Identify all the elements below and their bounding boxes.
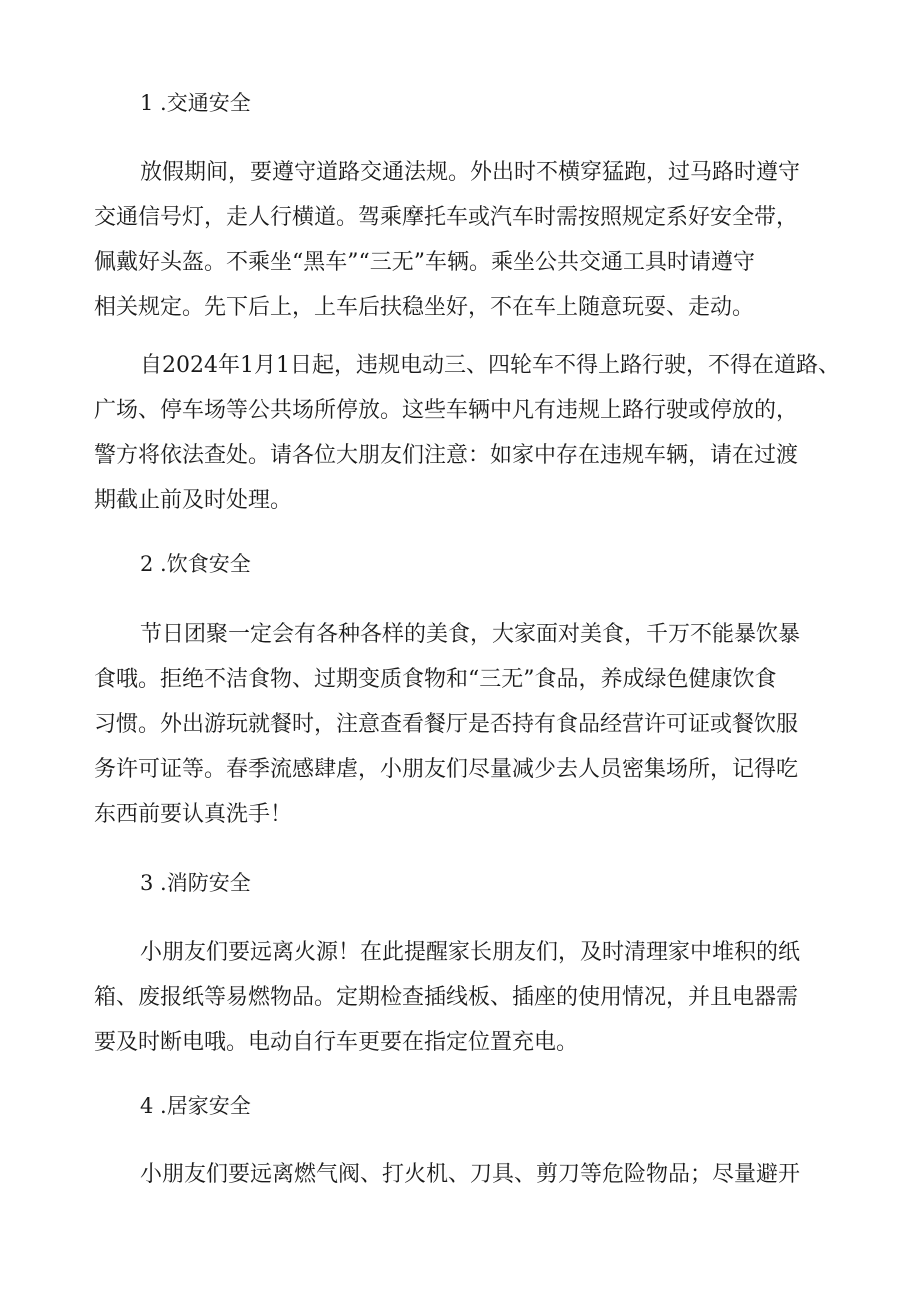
text-line: 放假期间，要遵守道路交通法规。外出时不横穿猛跑，过马路时遵守 xyxy=(140,160,801,185)
text-line: 务许可证等。春季流感肆虐，小朋友们尽量减少去人员密集场所，记得吃 xyxy=(94,757,799,782)
text-line: 东西前要认真洗手！ xyxy=(94,802,293,827)
text-line: 小朋友们要远离燃气阀、打火机、刀具、剪刀等危险物品；尽量避开 xyxy=(140,1162,801,1187)
paragraph-fire-safety xyxy=(94,930,835,1065)
section-heading-home: 4 .居家安全 xyxy=(140,1094,251,1118)
paragraph-traffic-rules xyxy=(94,150,835,330)
text-line: 期截止前及时处理。 xyxy=(94,488,293,513)
text-line: 佩戴好头盔。不乘坐“黑车”“三无”车辆。乘坐公共交通工具时请遵守 xyxy=(94,250,755,275)
text-line: 相关规定。先下后上，上车后扶稳坐好，不在车上随意玩耍、走动。 xyxy=(94,295,755,320)
text-line: 箱、废报纸等易燃物品。定期检查插线板、插座的使用情况，并且电器需 xyxy=(94,985,799,1010)
text-line: 广场、停车场等公共场所停放。这些车辆中凡有违规上路行驶或停放的， xyxy=(94,398,799,423)
section-heading-fire: 3 .消防安全 xyxy=(140,871,251,895)
section-heading-traffic: 1 .交通安全 xyxy=(140,91,251,115)
text-line: 交通信号灯，走人行横道。驾乘摩托车或汽车时需按照规定系好安全带， xyxy=(94,205,799,230)
text-line: 习惯。外出游玩就餐时，注意查看餐厅是否持有食品经营许可证或餐饮服 xyxy=(94,712,799,737)
text-line: 节日团聚一定会有各种各样的美食，大家面对美食，千万不能暴饮暴 xyxy=(140,622,801,647)
text-line: 警方将依法查处。请各位大朋友们注意：如家中存在违规车辆，请在过渡 xyxy=(94,443,799,468)
paragraph-electric-vehicles xyxy=(94,343,840,523)
paragraph-home-safety xyxy=(140,1152,835,1197)
text-line: 小朋友们要远离火源！在此提醒家长朋友们，及时清理家中堆积的纸 xyxy=(140,940,801,965)
text-line: 自2024年1月1日起，违规电动三、四轮车不得上路行驶，不得在道路、 xyxy=(140,353,840,378)
section-heading-food: 2 .饮食安全 xyxy=(140,552,251,576)
text-line: 食哦。拒绝不洁食物、过期变质食物和“三无”食品，养成绿色健康饮食 xyxy=(94,667,777,692)
text-line: 要及时断电哦。电动自行车更要在指定位置充电。 xyxy=(94,1030,579,1055)
paragraph-food-safety xyxy=(94,612,835,837)
